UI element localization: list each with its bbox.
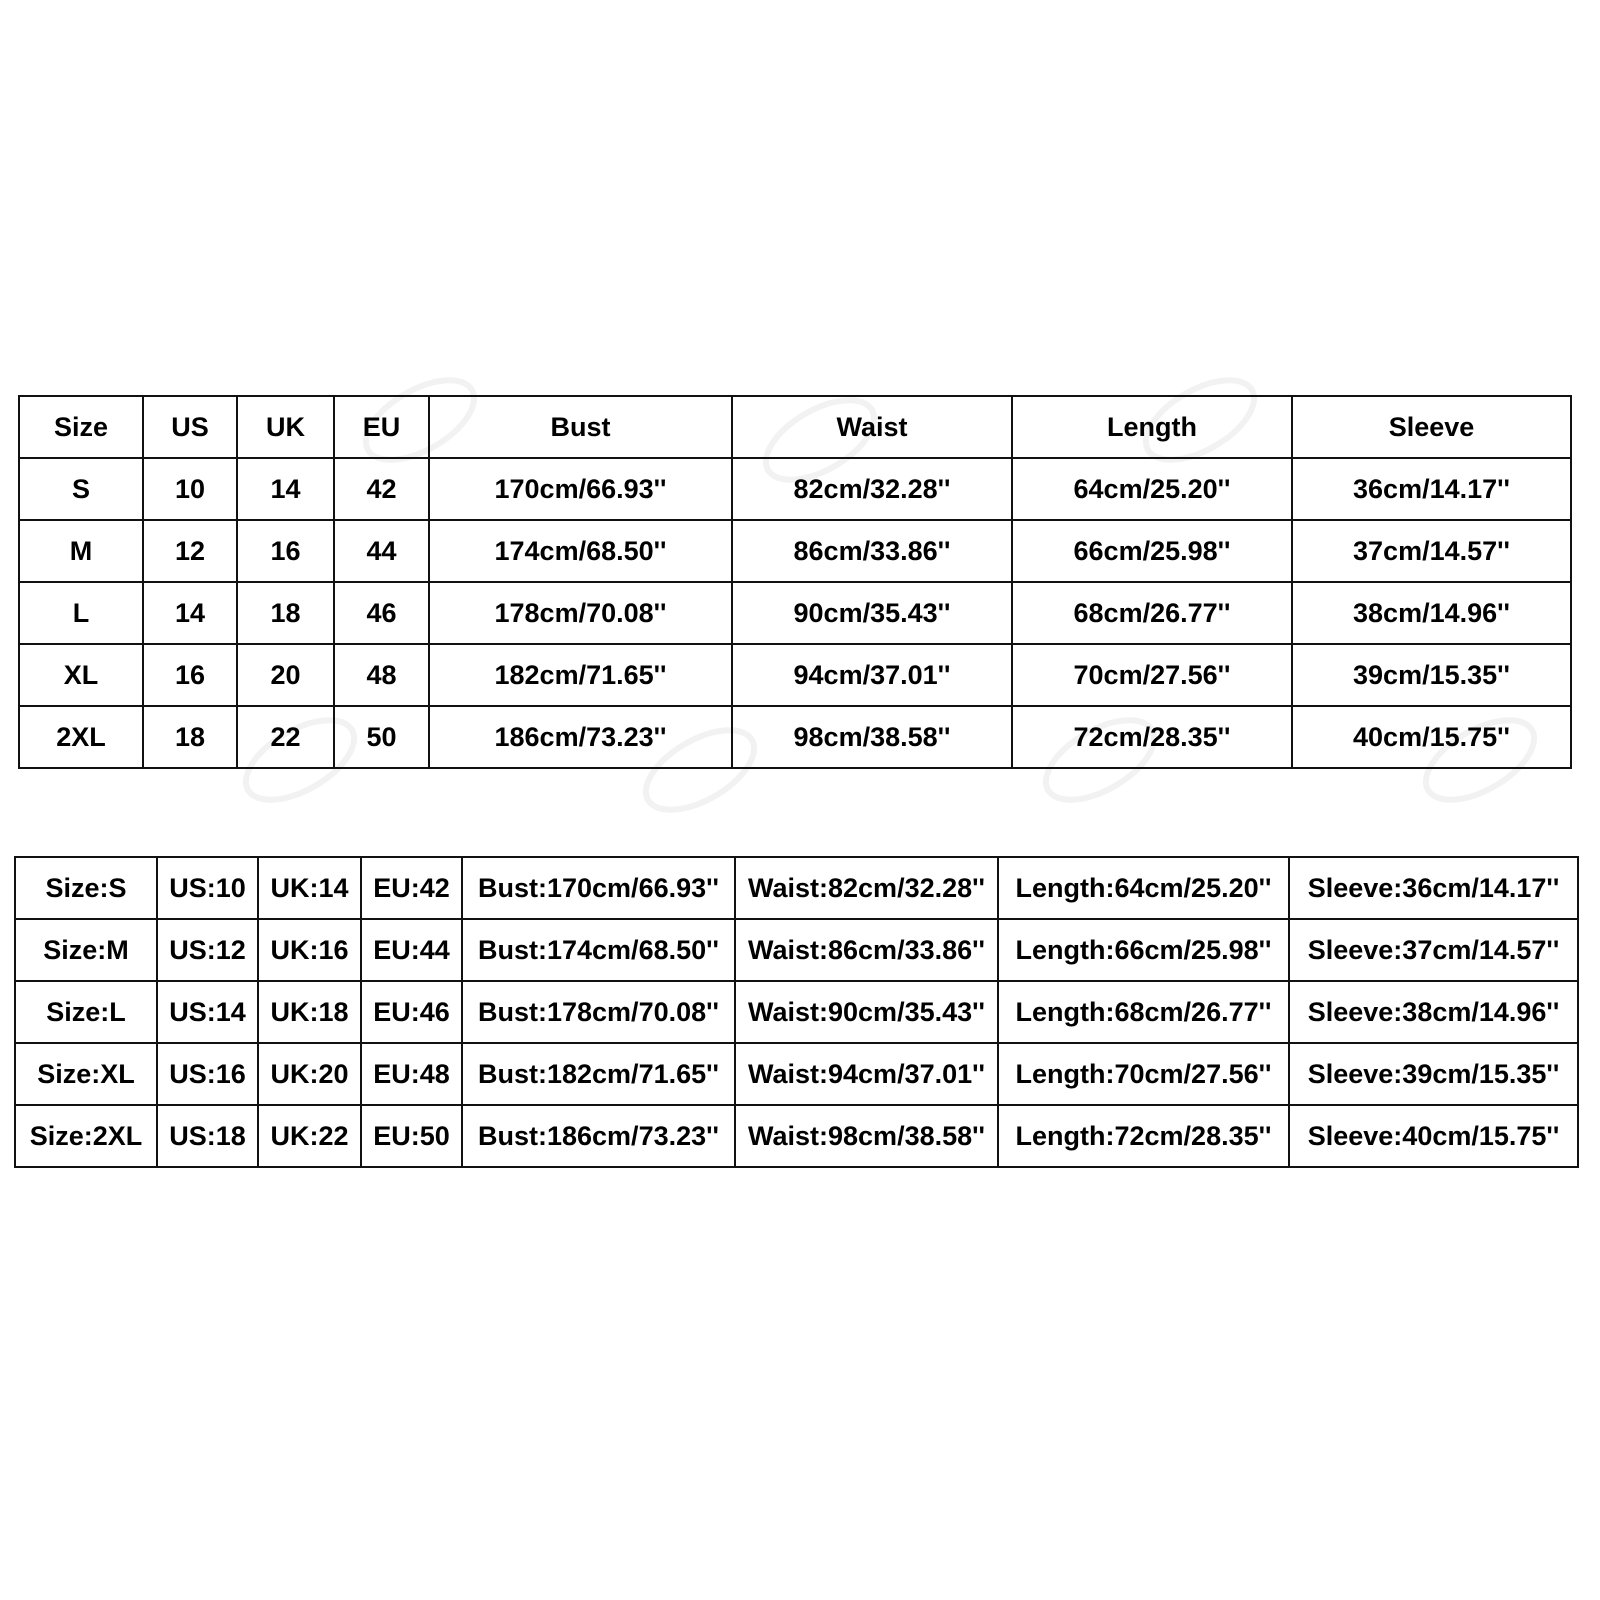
cell-waist: 94cm/37.01'' xyxy=(732,644,1012,706)
cell-uk: UK:14 xyxy=(258,857,361,919)
cell-us: US:10 xyxy=(157,857,258,919)
cell-us: US:18 xyxy=(157,1105,258,1167)
cell-waist: 98cm/38.58'' xyxy=(732,706,1012,768)
cell-uk: 16 xyxy=(237,520,334,582)
cell-length: 66cm/25.98'' xyxy=(1012,520,1292,582)
header-length: Length xyxy=(1012,396,1292,458)
cell-length: 70cm/27.56'' xyxy=(1012,644,1292,706)
cell-us: US:16 xyxy=(157,1043,258,1105)
header-size: Size xyxy=(19,396,143,458)
cell-us: US:14 xyxy=(157,981,258,1043)
table-row xyxy=(19,520,1571,582)
cell-uk: UK:22 xyxy=(258,1105,361,1167)
cell-size: M xyxy=(19,520,143,582)
cell-eu: 42 xyxy=(334,458,429,520)
cell-size: XL xyxy=(19,644,143,706)
cell-bust: Bust:178cm/70.08'' xyxy=(462,981,735,1043)
cell-sleeve: 37cm/14.57'' xyxy=(1292,520,1571,582)
cell-eu: EU:50 xyxy=(361,1105,462,1167)
cell-waist: 86cm/33.86'' xyxy=(732,520,1012,582)
cell-size: 2XL xyxy=(19,706,143,768)
table-row xyxy=(15,1043,1578,1105)
header-bust: Bust xyxy=(429,396,732,458)
header-sleeve: Sleeve xyxy=(1292,396,1571,458)
cell-eu: EU:42 xyxy=(361,857,462,919)
cell-us: 14 xyxy=(143,582,237,644)
cell-bust: 178cm/70.08'' xyxy=(429,582,732,644)
cell-us: 12 xyxy=(143,520,237,582)
cell-waist: 90cm/35.43'' xyxy=(732,582,1012,644)
cell-waist: Waist:82cm/32.28'' xyxy=(735,857,998,919)
cell-length: 64cm/25.20'' xyxy=(1012,458,1292,520)
table-row xyxy=(19,706,1571,768)
cell-length: 72cm/28.35'' xyxy=(1012,706,1292,768)
cell-sleeve: 39cm/15.35'' xyxy=(1292,644,1571,706)
cell-bust: Bust:182cm/71.65'' xyxy=(462,1043,735,1105)
table-row xyxy=(15,857,1578,919)
cell-eu: EU:46 xyxy=(361,981,462,1043)
table-row xyxy=(19,644,1571,706)
cell-uk: 14 xyxy=(237,458,334,520)
cell-us: 10 xyxy=(143,458,237,520)
cell-size: Size:S xyxy=(15,857,157,919)
cell-eu: EU:44 xyxy=(361,919,462,981)
cell-length: 68cm/26.77'' xyxy=(1012,582,1292,644)
table-row xyxy=(15,981,1578,1043)
table-header-row xyxy=(19,396,1571,458)
cell-bust: 174cm/68.50'' xyxy=(429,520,732,582)
cell-size: Size:L xyxy=(15,981,157,1043)
cell-uk: UK:16 xyxy=(258,919,361,981)
cell-us: US:12 xyxy=(157,919,258,981)
header-uk: UK xyxy=(237,396,334,458)
cell-size: Size:M xyxy=(15,919,157,981)
cell-waist: Waist:90cm/35.43'' xyxy=(735,981,998,1043)
cell-size: S xyxy=(19,458,143,520)
cell-eu: 48 xyxy=(334,644,429,706)
table-row xyxy=(19,582,1571,644)
cell-us: 18 xyxy=(143,706,237,768)
cell-size: L xyxy=(19,582,143,644)
cell-waist: Waist:94cm/37.01'' xyxy=(735,1043,998,1105)
cell-uk: UK:18 xyxy=(258,981,361,1043)
cell-bust: 170cm/66.93'' xyxy=(429,458,732,520)
header-eu: EU xyxy=(334,396,429,458)
cell-sleeve: 38cm/14.96'' xyxy=(1292,582,1571,644)
header-us: US xyxy=(143,396,237,458)
table-row xyxy=(15,1105,1578,1167)
cell-eu: 44 xyxy=(334,520,429,582)
cell-uk: 18 xyxy=(237,582,334,644)
cell-length: Length:68cm/26.77'' xyxy=(998,981,1289,1043)
cell-length: Length:66cm/25.98'' xyxy=(998,919,1289,981)
cell-bust: Bust:170cm/66.93'' xyxy=(462,857,735,919)
cell-eu: 50 xyxy=(334,706,429,768)
cell-us: 16 xyxy=(143,644,237,706)
cell-uk: UK:20 xyxy=(258,1043,361,1105)
cell-sleeve: 40cm/15.75'' xyxy=(1292,706,1571,768)
cell-uk: 20 xyxy=(237,644,334,706)
size-chart-labeled-table xyxy=(14,856,1579,1168)
cell-waist: Waist:98cm/38.58'' xyxy=(735,1105,998,1167)
cell-length: Length:64cm/25.20'' xyxy=(998,857,1289,919)
cell-eu: 46 xyxy=(334,582,429,644)
cell-bust: Bust:174cm/68.50'' xyxy=(462,919,735,981)
size-chart-table xyxy=(18,395,1572,769)
table-row xyxy=(19,458,1571,520)
cell-length: Length:72cm/28.35'' xyxy=(998,1105,1289,1167)
cell-sleeve: Sleeve:38cm/14.96'' xyxy=(1289,981,1578,1043)
cell-bust: Bust:186cm/73.23'' xyxy=(462,1105,735,1167)
cell-sleeve: Sleeve:39cm/15.35'' xyxy=(1289,1043,1578,1105)
header-waist: Waist xyxy=(732,396,1012,458)
cell-sleeve: 36cm/14.17'' xyxy=(1292,458,1571,520)
cell-sleeve: Sleeve:40cm/15.75'' xyxy=(1289,1105,1578,1167)
cell-uk: 22 xyxy=(237,706,334,768)
cell-sleeve: Sleeve:37cm/14.57'' xyxy=(1289,919,1578,981)
cell-length: Length:70cm/27.56'' xyxy=(998,1043,1289,1105)
cell-size: Size:XL xyxy=(15,1043,157,1105)
table-row xyxy=(15,919,1578,981)
cell-size: Size:2XL xyxy=(15,1105,157,1167)
cell-bust: 186cm/73.23'' xyxy=(429,706,732,768)
cell-bust: 182cm/71.65'' xyxy=(429,644,732,706)
cell-sleeve: Sleeve:36cm/14.17'' xyxy=(1289,857,1578,919)
cell-waist: 82cm/32.28'' xyxy=(732,458,1012,520)
cell-waist: Waist:86cm/33.86'' xyxy=(735,919,998,981)
cell-eu: EU:48 xyxy=(361,1043,462,1105)
